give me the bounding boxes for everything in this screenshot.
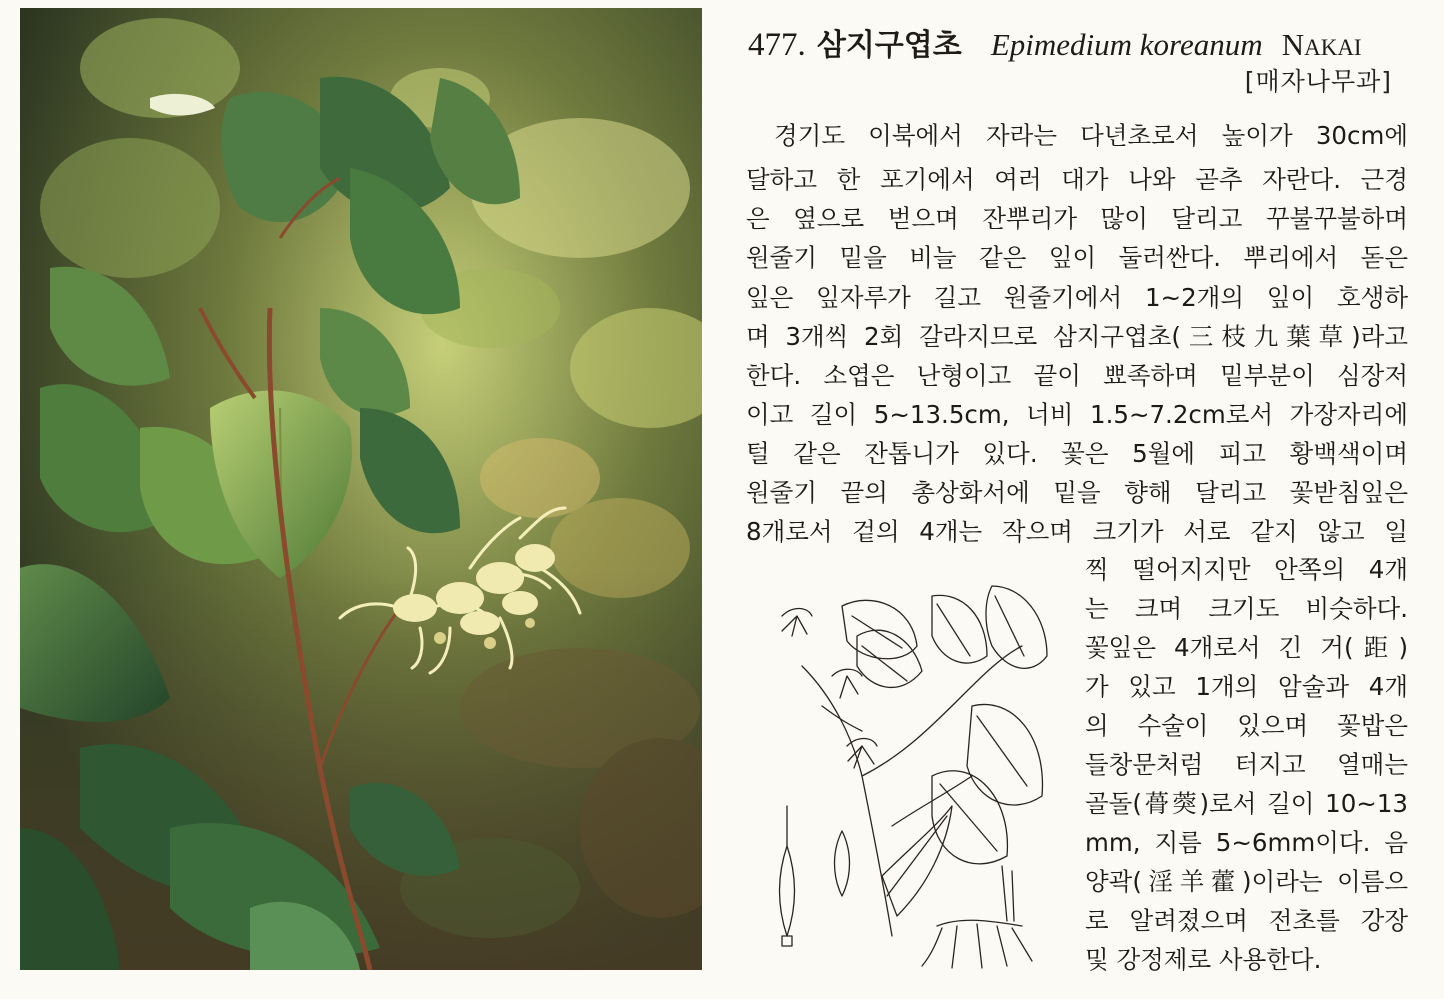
body-line: 털 같은 잔톱니가 있다. 꽃은 5월에 피고 황백색이며 [746,439,1408,468]
body-line: 들창문처럼 터지고 열매는 [1085,750,1408,779]
body-line: 가 있고 1개의 암술과 4개 [1085,672,1408,701]
body-line: 이고 길이 5~13.5cm, 너비 1.5~7.2cm로서 가장자리에 [746,400,1408,429]
plant-photo-drawing [20,8,702,970]
scientific-name: Epimedium koreanum [990,27,1263,62]
plant-photo [20,8,702,970]
family-name: [매자나무과] [1244,67,1392,96]
body-line: 며 3개씩 2회 갈라지므로 삼지구엽초(三枝九葉草)라고 [746,322,1408,351]
body-line: 달하고 한 포기에서 여러 대가 나와 곧추 자란다. 근경 [746,165,1408,194]
entry-header [748,20,1408,64]
body-line: 잎은 잎자루가 길고 원줄기에서 1~2개의 잎이 호생하 [746,283,1408,312]
body-line: 꽃잎은 4개로서 긴 거(距) [1085,633,1408,662]
body-line: 원줄기 밑을 비늘 같은 잎이 둘러싼다. 뿌리에서 돋은 [746,243,1408,272]
body-line: 한다. 소엽은 난형이고 끝이 뾰족하며 밑부분이 심장저 [746,361,1408,390]
body-line: 양곽(淫羊藿)이라는 이름으 [1085,867,1408,896]
author-initial: N [1281,27,1305,62]
botanical-illustration [762,576,1052,971]
body-line: 및 강정제로 사용한다. [1085,945,1322,974]
korean-name: 삼지구엽초 [816,28,962,63]
body-line: 찍 떨어지지만 안쪽의 4개 [1085,555,1408,584]
author-name [1282,27,1362,62]
body-line: 로 알려졌으며 전초를 강장 [1085,906,1408,935]
body-line: 경기도 이북에서 자라는 다년초로서 높이가 30cm에 [774,121,1408,150]
body-line: 8개로서 겉의 4개는 작으며 크기가 서로 같지 않고 일 [746,517,1408,546]
body-line: 원줄기 끝의 총상화서에 밑을 향해 달리고 꽃받침잎은 [746,478,1408,507]
body-line: 의 수술이 있으며 꽃밥은 [1085,711,1408,740]
author-rest: AKAI [1304,35,1362,60]
body-line: 은 옆으로 벋으며 잔뿌리가 많이 달리고 꾸불꾸불하며 [746,204,1408,233]
body-line: 골돌(蓇葖)로서 길이 10~13 [1085,789,1408,818]
body-line: 는 크며 크기도 비슷하다. [1085,594,1408,623]
body-line: mm, 지름 5~6mm이다. 음 [1085,828,1408,857]
entry-number: 477. [748,27,806,63]
botanical-illustration-drawing [762,576,1052,971]
